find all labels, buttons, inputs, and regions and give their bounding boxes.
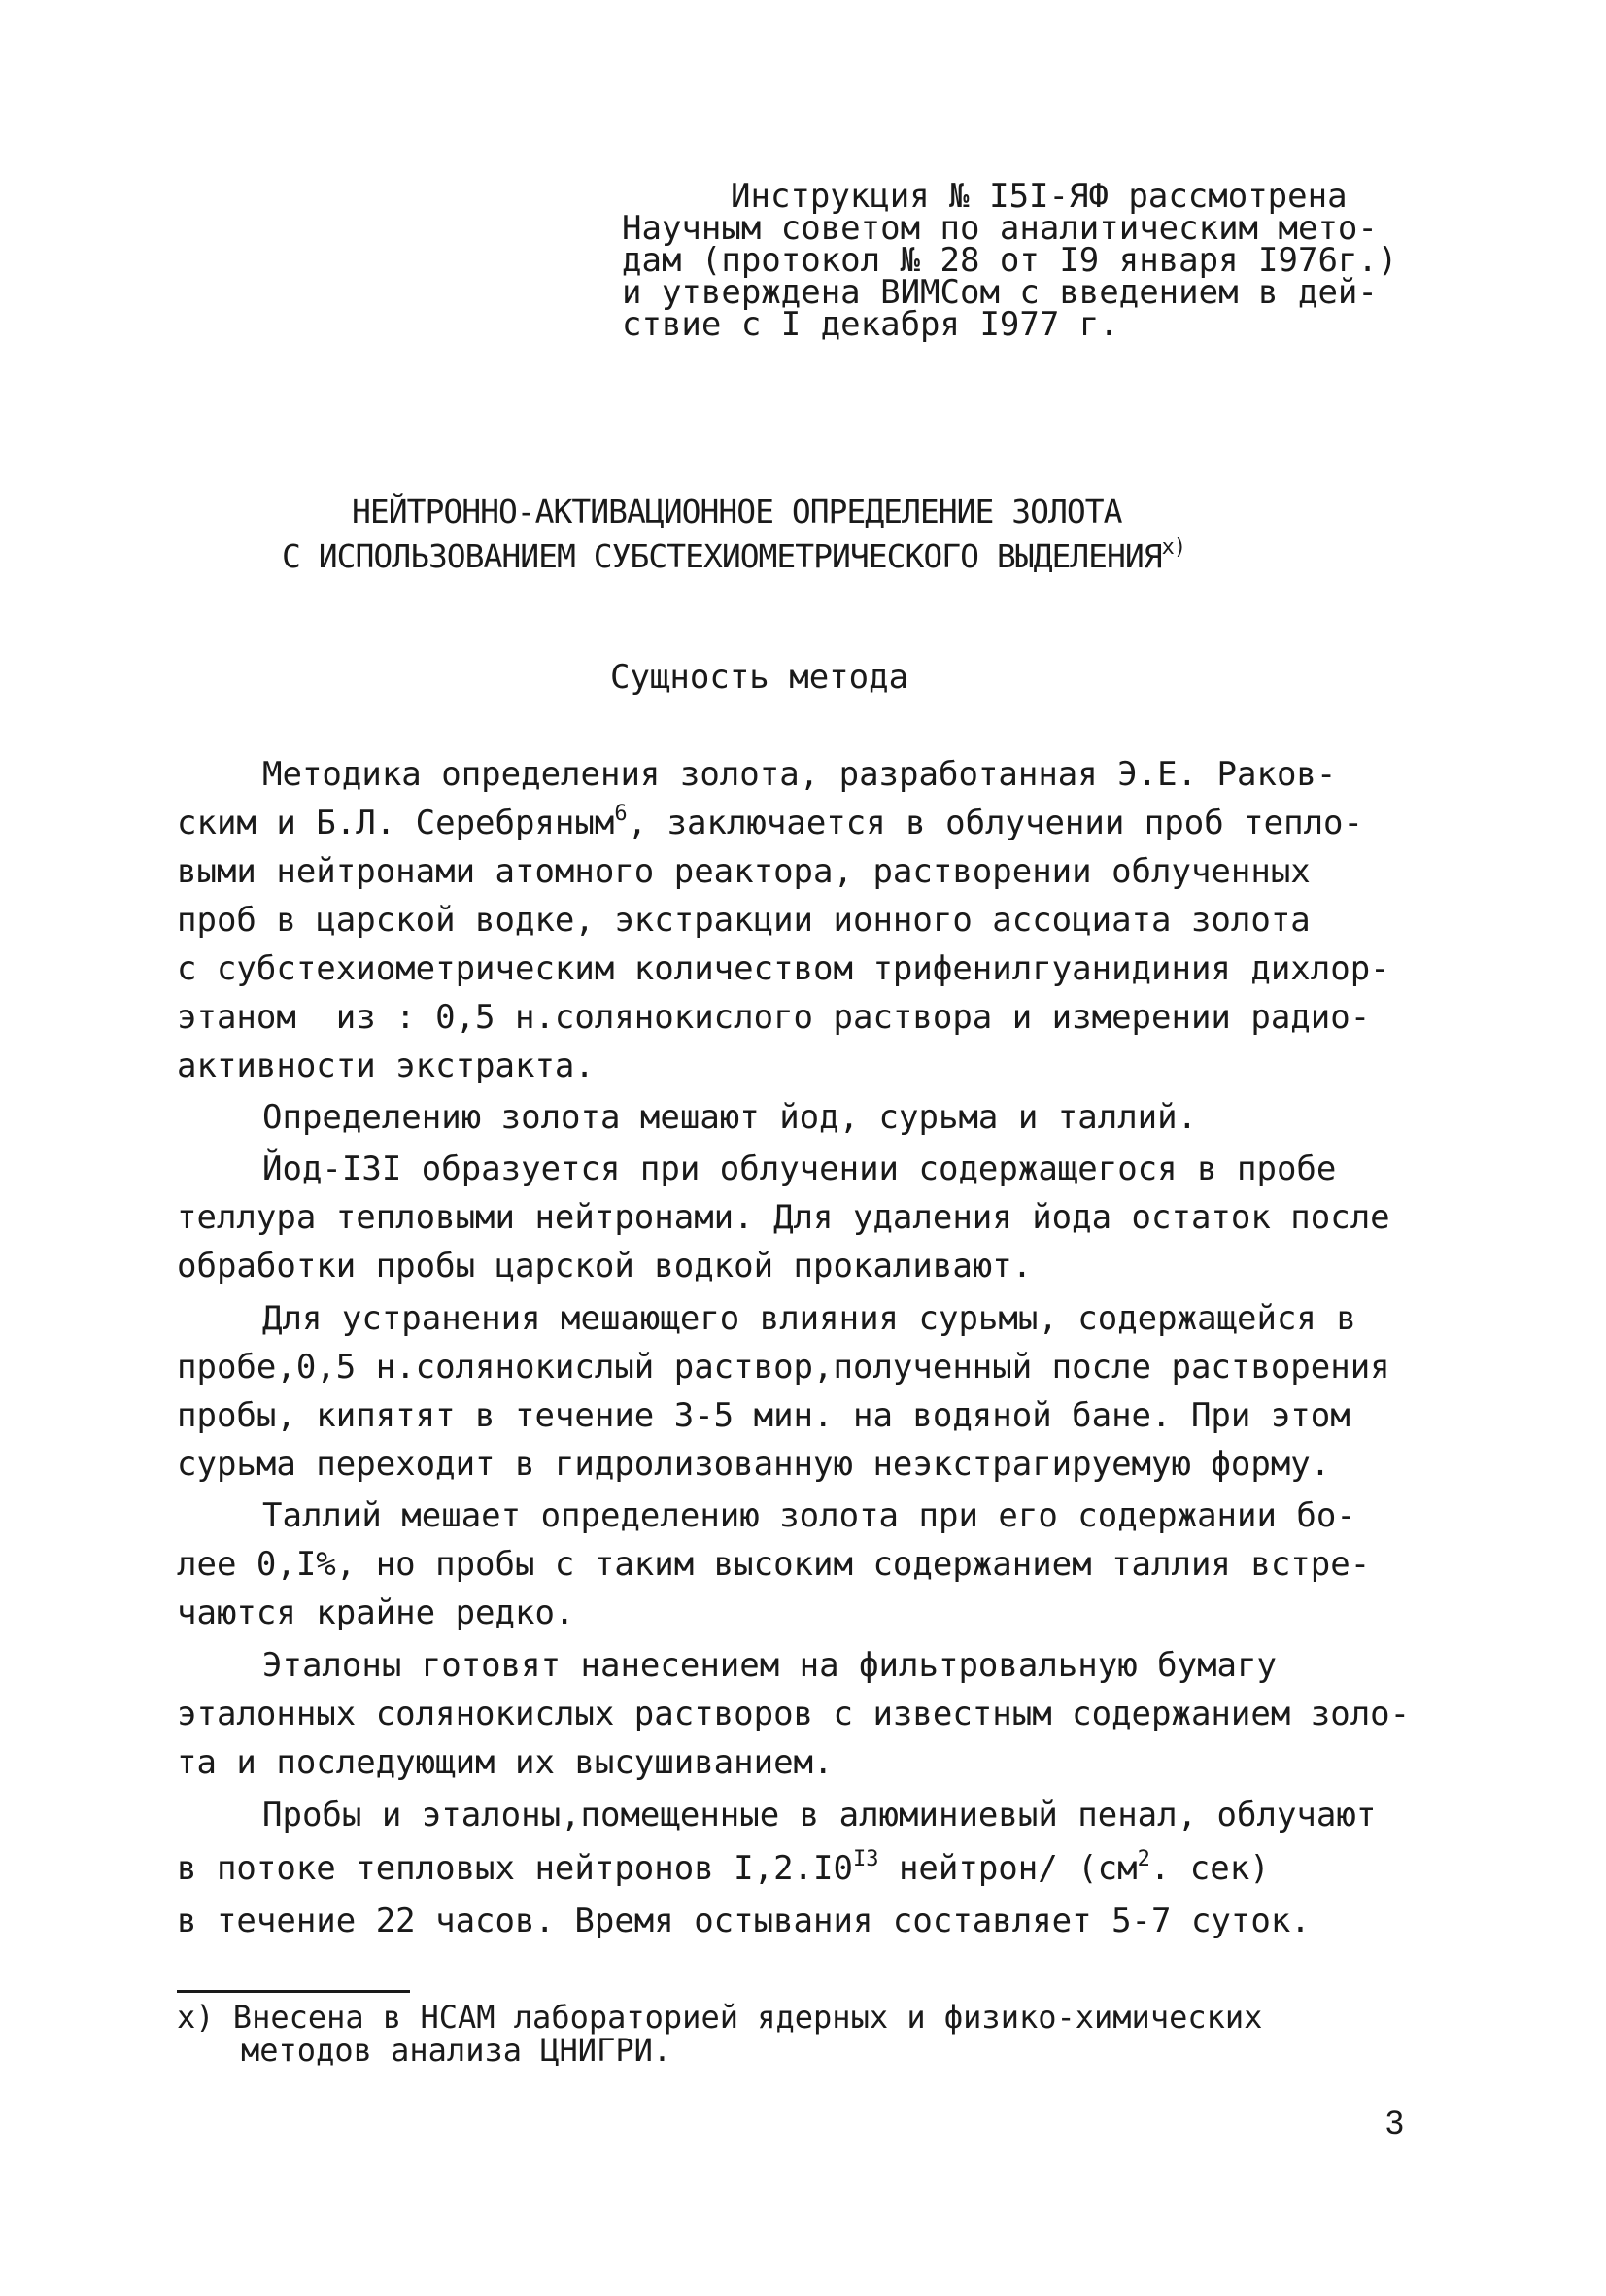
section-heading: Сущность метода bbox=[610, 658, 909, 697]
body-line: активности экстракта. bbox=[177, 1046, 595, 1085]
body-line bbox=[177, 1847, 1270, 1888]
body-line: Определению золота мешают йод, сурьма и таллий. bbox=[262, 1098, 1198, 1137]
body-line: Методика определения золота, разработанная Э.Е. Раков- bbox=[262, 755, 1337, 794]
body-line: в течение 22 часов. Время остывания составляет 5-7 суток. bbox=[177, 1902, 1311, 1940]
footnote-mark: х) bbox=[1161, 535, 1186, 560]
body-line: с субстехиометрическим количеством трифенилгуанидиния дихлор- bbox=[177, 949, 1390, 988]
body-line: сурьма переходит в гидролизованную неэкстрагируемую форму. bbox=[177, 1445, 1331, 1484]
body-line: Таллий мешает определению золота при его содержании бо- bbox=[262, 1496, 1356, 1535]
body-line: та и последующим их высушиванием. bbox=[177, 1743, 834, 1782]
body-line: этаном из : 0,5 н.солянокислого раствора и измерении радио- bbox=[177, 998, 1371, 1037]
page-number: 3 bbox=[1385, 2105, 1404, 2142]
approval-line: Инструкция № I5I-ЯФ рассмотрена bbox=[731, 177, 1348, 216]
body-line: теллура тепловыми нейтронами. Для удаления йода остаток после bbox=[177, 1198, 1390, 1237]
body-line-part: нейтрон/ (см bbox=[878, 1849, 1138, 1888]
footnote-line: х) Внесена в НСАМ лабораторией ядерных и физико-химических bbox=[177, 1999, 1263, 2036]
body-line-part: ским и Б.Л. Серебряным bbox=[177, 804, 615, 842]
approval-line: ствие с I декабря I977 г. bbox=[622, 305, 1119, 344]
body-line-part: , заключается в облучении проб тепло- bbox=[627, 804, 1363, 842]
body-line: пробы, кипятят в течение 3-5 мин. на водяной бане. При этом bbox=[177, 1396, 1350, 1435]
body-line: эталонных солянокислых растворов с известным содержанием золо- bbox=[177, 1695, 1411, 1733]
title-line-2 bbox=[282, 535, 1186, 575]
body-line: Йод-I3I образуется при облучении содержащегося в пробе bbox=[262, 1149, 1337, 1188]
body-line: Эталоны готовят нанесением на фильтровальную бумагу bbox=[262, 1646, 1277, 1685]
title-line-1: НЕЙТРОННО-АКТИВАЦИОННОЕ ОПРЕДЕЛЕНИЕ ЗОЛОТА bbox=[352, 493, 1122, 531]
body-line: Для устранения мешающего влияния сурьмы, содержащейся в bbox=[262, 1299, 1356, 1338]
body-line: обработки пробы царской водкой прокаливают. bbox=[177, 1247, 1033, 1285]
approval-line: и утверждена ВИМСом с введением в дей- bbox=[622, 273, 1378, 312]
body-line: проб в царской водке, экстракции ионного ассоциата золота bbox=[177, 901, 1311, 940]
body-line: пробе,0,5 н.солянокислый раствор,полученный после растворения bbox=[177, 1348, 1390, 1387]
footnote-line: методов анализа ЦНИГРИ. bbox=[241, 2032, 672, 2069]
body-line: лее 0,I%, но пробы с таким высоким содержанием таллия встре- bbox=[177, 1545, 1371, 1584]
footnote-separator bbox=[177, 1990, 410, 1993]
body-line bbox=[177, 802, 1363, 842]
exponent: 2 bbox=[1137, 1847, 1150, 1871]
body-line: чаются крайне редко. bbox=[177, 1593, 575, 1632]
title-line-2-text: С ИСПОЛЬЗОВАНИЕМ СУБСТЕХИОМЕТРИЧЕСКОГО ВЫДЕЛЕНИЯ bbox=[282, 537, 1162, 575]
exponent: I3 bbox=[852, 1847, 879, 1871]
approval-line: Научным советом по аналитическим мето- bbox=[622, 209, 1378, 248]
body-line-part: . сек) bbox=[1149, 1849, 1270, 1888]
body-line-part: в потоке тепловых нейтронов I,2.I0 bbox=[177, 1849, 853, 1888]
body-line: выми нейтронами атомного реактора, растворении облученных bbox=[177, 852, 1311, 891]
approval-line: дам (протокол № 28 от I9 января I976г.) bbox=[622, 241, 1398, 280]
reference-number: 6 bbox=[614, 802, 628, 826]
body-line: Пробы и эталоны,помещенные в алюминиевый пенал, облучают bbox=[262, 1796, 1377, 1834]
